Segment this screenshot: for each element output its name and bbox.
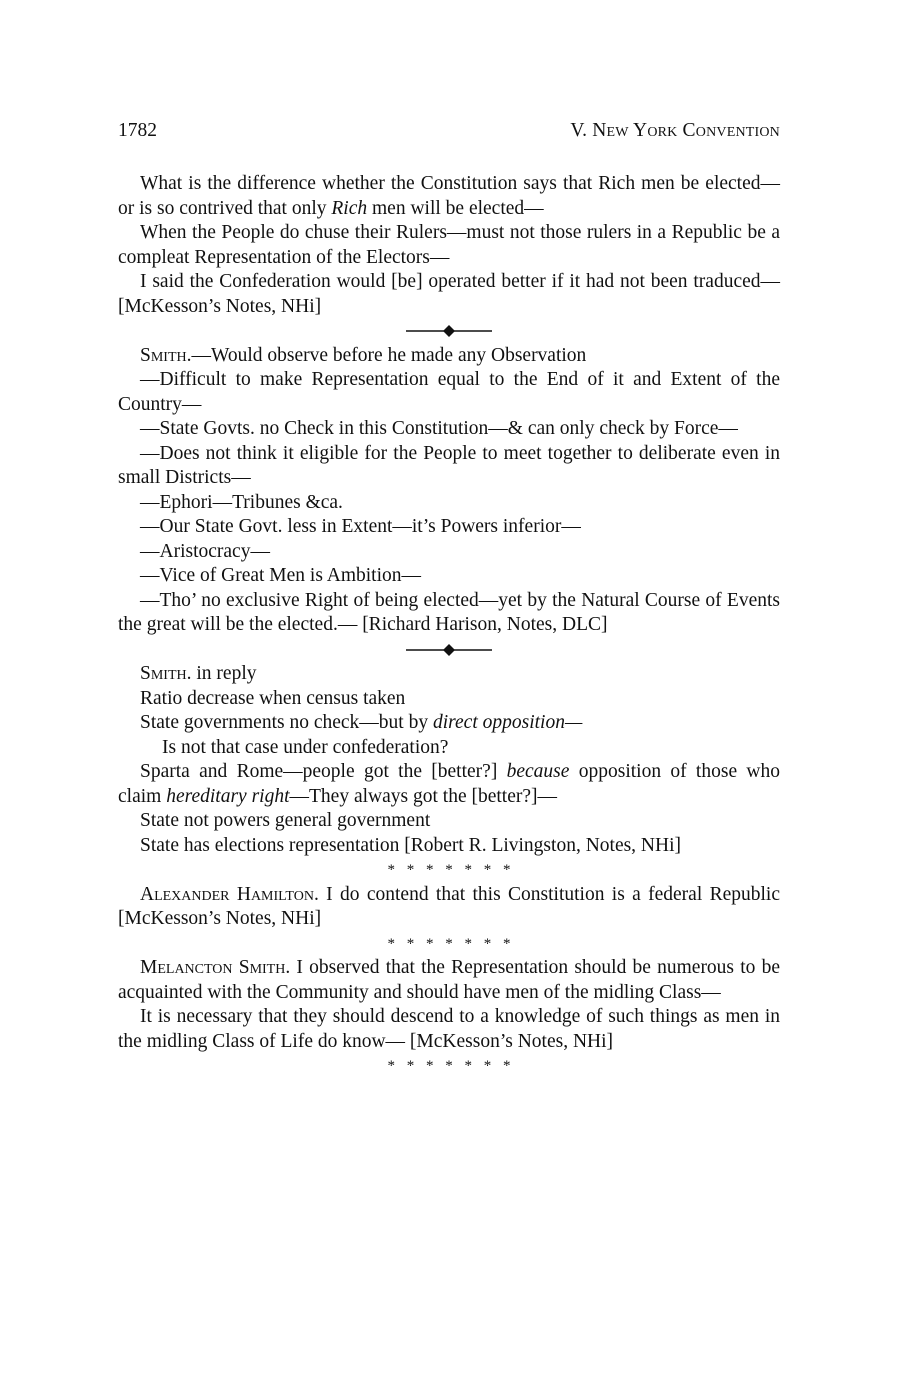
paragraph — [118, 662, 780, 687]
list-item: —Ephori—Tribunes &ca. — [140, 491, 343, 513]
list-item: —Aristocracy— — [140, 540, 270, 562]
text-run: —They always got the [better?]— — [289, 785, 558, 807]
list-item: —Vice of Great Men is Ambition— — [140, 565, 421, 586]
italic-text: direct opposition— — [432, 712, 583, 733]
section-ornament — [118, 638, 780, 663]
text-run: opposition of those who claim — [118, 761, 780, 807]
list-item: —State Govts. no Check in this Constitution—& can only check by Force— — [140, 418, 738, 439]
paragraph: I said the Confederation would [be] operated better if it had not been traduced— [McKesson’s Notes, NHi] — [118, 271, 780, 317]
italic-text: hereditary right — [166, 785, 290, 807]
paragraph: It is necessary that they should descend to a knowledge of such things as men in the midling Class of Life do know— [McKesson’s Notes, NHi] — [118, 1006, 780, 1052]
asterisk-separator: * * * * * * * — [387, 862, 515, 878]
note-line — [118, 711, 780, 736]
italic-text: because — [506, 761, 570, 782]
list-item: —Difficult to make Representation equal to the End of it and Extent of the Country— — [118, 369, 780, 415]
running-head — [118, 120, 780, 150]
text-run: I do contend that this Constitution is a federal Republic [McKesson’s Notes, NHi] — [118, 883, 780, 929]
diamond-rule-icon — [406, 643, 492, 657]
text-run: State governments no check—but by — [140, 712, 433, 733]
paragraph — [118, 883, 780, 932]
asterisk-separator: * * * * * * * — [387, 935, 515, 952]
page — [118, 120, 780, 1079]
text-run: What is the difference whether the Constitution says that Rich men be elected—or is so contrived that only — [118, 173, 780, 219]
note-line: State has elections representation [Robert R. Livingston, Notes, NHi] — [140, 834, 682, 856]
section-ornament — [118, 319, 780, 344]
paragraph — [118, 344, 780, 369]
paragraph — [118, 172, 780, 221]
text-run: Sparta and Rome—people got the [better?] — [140, 761, 507, 782]
diamond-rule-icon — [406, 324, 492, 338]
speaker-name: Smith. — [140, 344, 192, 366]
page-number: 1782 — [118, 120, 157, 141]
body-text — [118, 172, 780, 1079]
paragraph — [118, 956, 780, 1005]
speaker-name: Alexander Hamilton. — [140, 883, 319, 905]
text-run: men will be elected— — [367, 197, 544, 219]
running-title: V. New York Convention — [570, 120, 780, 141]
list-item: —Tho’ no exclusive Right of being elected—yet by the Natural Course of Events the great will be the elected.— [Richard Harison, Notes, DLC] — [118, 589, 780, 635]
text-run: in reply — [191, 663, 257, 684]
list-item: —Does not think it eligible for the People to meet together to deliberate even in small Districts— — [118, 442, 780, 488]
list-item: —Our State Govt. less in Extent—it’s Powers inferior— — [140, 516, 581, 537]
note-line: Is not that case under confederation? — [162, 736, 449, 758]
paragraph: When the People do chuse their Rulers—must not those rulers in a Republic be a compleat Representation of the Electors— — [118, 222, 780, 268]
speaker-name: Melancton Smith. — [140, 957, 291, 978]
note-line: State not powers general government — [140, 810, 431, 831]
note-line: Ratio decrease when census taken — [140, 687, 406, 709]
text-run: —Would observe before he made any Observation — [191, 344, 587, 366]
asterisk-separator: * * * * * * * — [387, 1058, 515, 1074]
speaker-name: Smith. — [140, 663, 192, 684]
italic-text: Rich — [331, 197, 368, 219]
note-line — [118, 760, 780, 809]
text-run: I observed that the Representation should be numerous to be acquainted with the Community and should have men of the midling Class— — [118, 957, 780, 1003]
